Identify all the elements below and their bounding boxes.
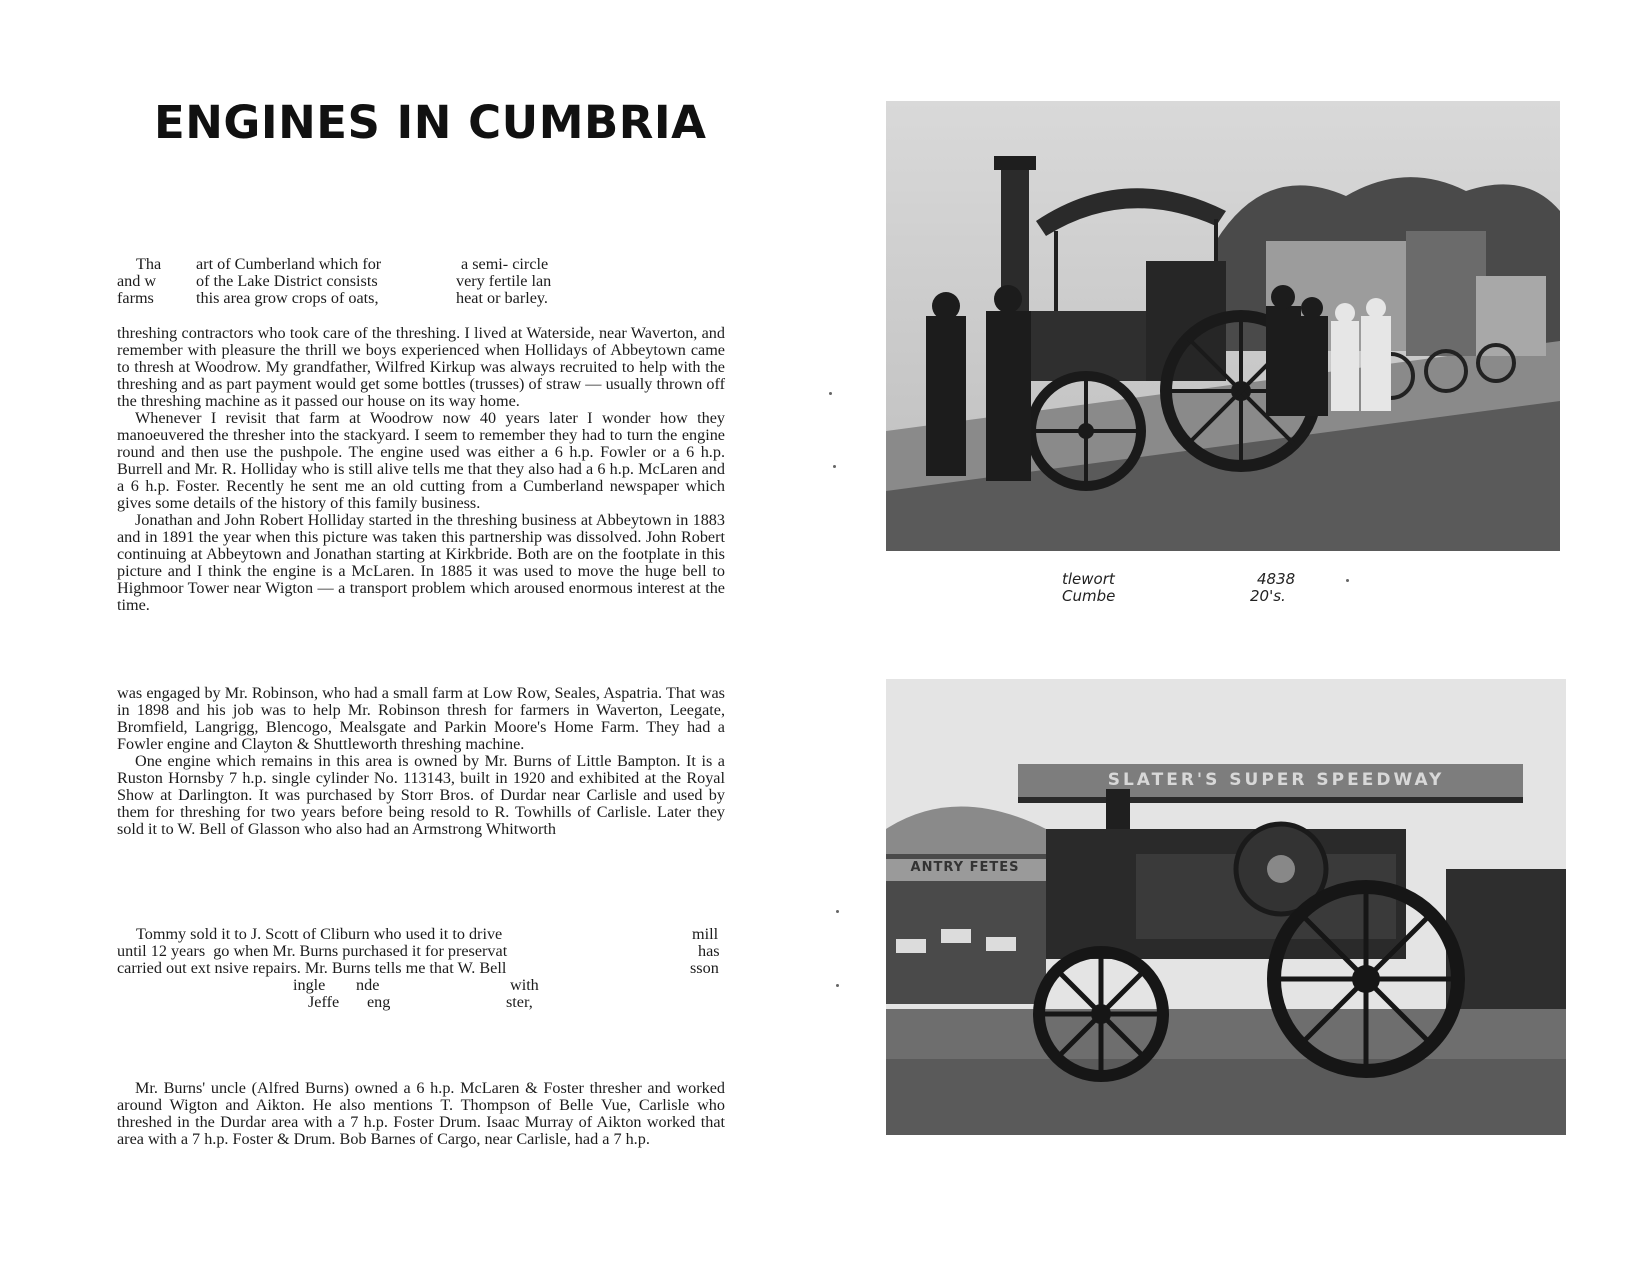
paragraph: Mr. Burns' uncle (Alfred Burns) owned a 6 h.p. McLaren & Foster thresher and worked around Wigton and Aikton. He also mentions T. Thompson of Belle Vue, Carlisle who threshed in the Durdar area with a 7 h.p. Foster Drum. Isaac Murray of Aikton worked that area with a 7 h.p. Foster & Drum. Bob Barnes of Cargo, near Carlisle, had a 7 h.p.	[117, 1079, 725, 1148]
margin-speck	[829, 392, 832, 395]
paragraph: Jonathan and John Robert Holliday started in the threshing business at Abbeytown in 1883 and in 1891 the year when this picture was taken this partnership was dissolved. John Robert continuing at Abbeytown and Jonathan starting at Kirkbride. Both are on the footplate in this picture and I think the engine is a McLaren. In 1885 it was used to move the huge bell to Highmoor Tower near Wigton — a transport problem which aroused enormous interest at the time.	[117, 511, 725, 614]
text-fragment: ster,	[506, 993, 533, 1011]
paragraph: One engine which remains in this area is owned by Mr. Burns of Little Bampton. It is a Ruston Hornsby 7 h.p. single cylinder No. 113143, built in 1920 and exhibited at the Royal Show at Darlington. It was purchased by Storr Bros. of Durdar near Carlisle and used by them for threshing for two years before being resold to R. Towhills of Carlisle. Later they sold it to W. Bell of Glasson who also had an Armstrong Whitworth	[117, 752, 725, 838]
photo-threshing-engine-drawing	[886, 101, 1560, 551]
intro-fragment: and w	[117, 272, 157, 290]
text-fragment: ingle	[293, 976, 326, 994]
text-fragment: Tommy sold it to J. Scott of Cliburn who used it to drive	[136, 925, 503, 943]
text-fragment: eng	[367, 993, 391, 1011]
intro-fragment: Tha	[136, 255, 162, 273]
caption-dot	[1346, 579, 1349, 582]
caption-right-line-1: 4838	[1257, 570, 1296, 588]
intro-fragment: of the Lake District consists	[196, 272, 378, 290]
article-text-block-2	[117, 685, 725, 838]
article-text-block-1	[117, 325, 725, 614]
caption-left-line-2: Cumbe	[1062, 587, 1116, 605]
intro-fragment: farms	[117, 289, 154, 307]
photo-showmans-engine	[886, 679, 1566, 1135]
paragraph: Whenever I revisit that farm at Woodrow now 40 years later I wonder how they manoeuvered the thresher into the stackyard. I seem to remember they had to turn the engine round and then use the pushpole. The engine used was either a 6 h.p. Fowler or a 6 h.p. Burrell and Mr. R. Holliday who is still alive tells me that they also had a 6 h.p. McLaren and a 6 h.p. Foster. Recently he sent me an old cutting from a Cumberland newspaper which gives some details of the history of this family business.	[117, 409, 725, 512]
caption-right-line-2: 20's.	[1250, 587, 1286, 605]
article-text-block-4	[117, 1080, 725, 1148]
text-fragment: Jeffe	[308, 993, 340, 1011]
text-fragment: mill	[692, 925, 719, 943]
engine-canopy-sign: SLATER'S SUPER SPEEDWAY	[1107, 770, 1445, 790]
intro-fragment: a semi- circle	[461, 255, 549, 273]
carousel-panel-sign: ANTRY FETES	[910, 860, 1020, 875]
paragraph: threshing contractors who took care of the threshing. I lived at Waterside, near Waverton, and remember with pleasure the thrill we boys experienced when Hollidays of Abbeytown came to thresh at Woodrow. My grandfather, Wilfred Kirkup was always recruited to help with the threshing and as part payment would get some bottles (trusses) of straw — usually thrown off the threshing machine as it passed our house on its way home.	[117, 324, 725, 410]
text-fragment: has	[698, 942, 720, 960]
text-fragment: nde	[356, 976, 380, 994]
paragraph: was engaged by Mr. Robinson, who had a small farm at Low Row, Seales, Aspatria. That was in 1898 and his job was to help Mr. Robinson thresh for farmers in Waverton, Leegate, Bromfield, Langrigg, Blencogo, Mealsgate and Parkin Moore's Home Farm. They had a Fowler engine and Clayton & Shuttleworth threshing machine.	[117, 684, 725, 753]
margin-speck	[833, 465, 836, 468]
intro-fragment: art of Cumberland which for	[196, 255, 382, 273]
photo-showmans-engine-drawing	[886, 679, 1566, 1135]
text-fragment: with	[510, 976, 539, 994]
intro-fragment: very fertile lan	[456, 272, 552, 290]
text-fragment: carried out ext nsive repairs. Mr. Burns tells me that W. Bell	[117, 959, 507, 977]
page-title: ENGINES IN CUMBRIA	[154, 96, 707, 149]
intro-fragment: this area grow crops of oats,	[196, 289, 379, 307]
margin-speck	[836, 984, 839, 987]
intro-fragment: heat or barley.	[456, 289, 548, 307]
caption-left-line-1: tlewort	[1062, 570, 1115, 588]
text-fragment: sson	[690, 959, 719, 977]
photo-threshing-engine	[886, 101, 1560, 551]
text-fragment: until 12 years go when Mr. Burns purchased it for preservat	[117, 942, 508, 960]
margin-speck	[836, 910, 839, 913]
